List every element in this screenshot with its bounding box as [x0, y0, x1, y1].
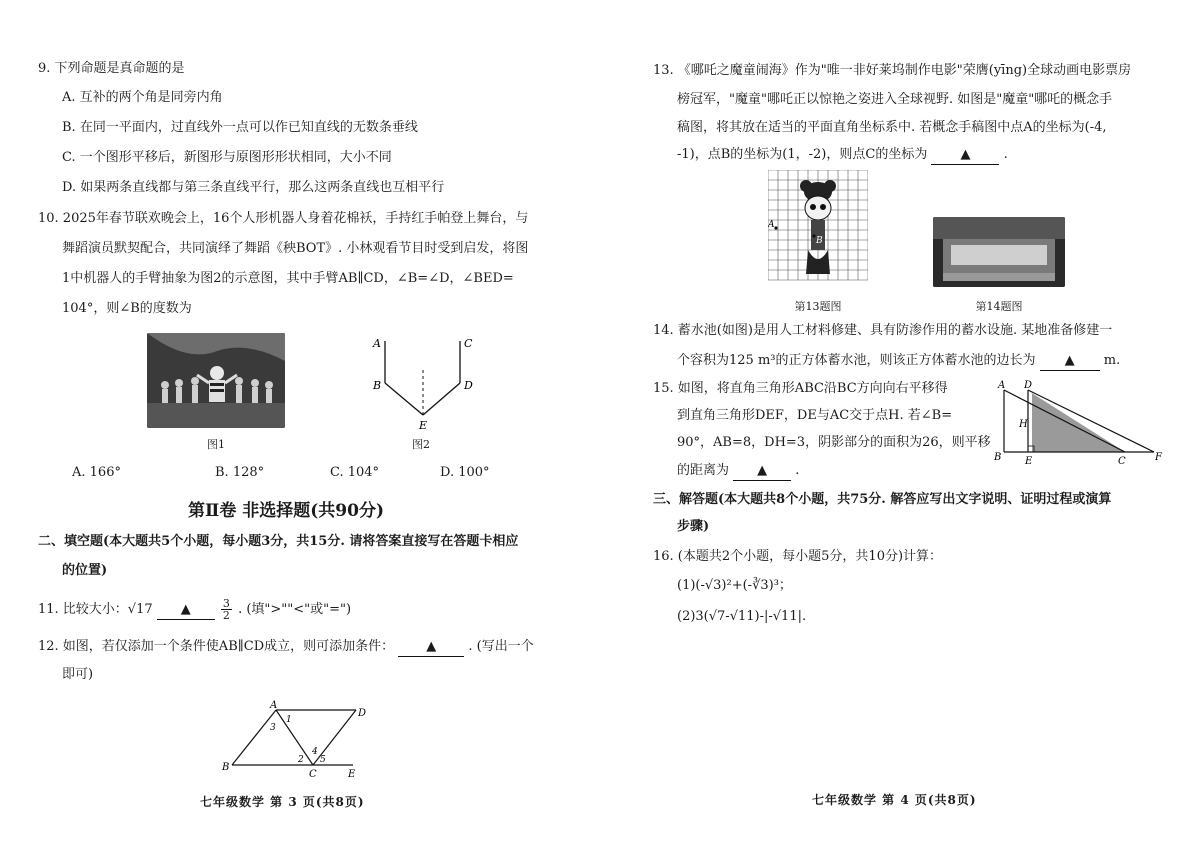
q14-line-2 [677, 352, 1120, 371]
q10-fig1-illustration [147, 333, 285, 428]
q10-fig1-caption: 图1 [207, 438, 225, 451]
q12-line-2: 即可) [62, 667, 94, 682]
q14-line-1: 14. 蓄水池(如图)是用人工材料修建、具有防渗作用的蓄水设施. 某地准备修建一 [653, 323, 1113, 338]
q11-prefix: 11. 比较大小：√17 [38, 602, 153, 617]
q12-label-b: B [222, 762, 230, 773]
right-page [600, 0, 1200, 849]
q15-label-b: B [994, 452, 1002, 463]
q11-answer-blank[interactable]: ▲ [157, 601, 215, 620]
q15-line-4 [677, 462, 799, 481]
q13-line-4-suffix: . [1003, 147, 1008, 162]
q10-line-2: 舞蹈演员默契配合，共同演绎了舞蹈《秧BOT》. 小林观看节目时受到启发，将图 [62, 241, 529, 256]
q11 [38, 598, 351, 621]
q15-line-4-prefix: 的距离为 [677, 463, 730, 478]
q14-caption: 第14题图 [975, 300, 1023, 313]
q10-line-4: 104°，则∠B的度数为 [62, 301, 192, 316]
q12-label-d: D [358, 708, 367, 719]
q11-fraction-numerator: 3 [222, 597, 230, 610]
q13-line-4-prefix: -1)，点B的坐标为(1，-2)，则点C的坐标为 [677, 147, 928, 162]
q13-line-2: 榜冠军，"魔童"哪吒正以惊艳之姿进入全球视野. 如图是"魔童"哪吒的概念手 [677, 92, 1113, 107]
q13-caption: 第13题图 [794, 300, 842, 313]
q13-line-1: 13. 《哪吒之魔童闹海》作为"唯一非好莱坞制作电影"荣膺(yīng)全球动画电影票房 [653, 63, 1132, 78]
q12-angle-5: 5 [320, 755, 326, 765]
q12-angle-3: 3 [270, 723, 276, 733]
q12-line-1-suffix: . (写出一个 [468, 639, 534, 654]
q10-fig2-label-c: C [464, 337, 473, 350]
q15-label-a: A [998, 380, 1006, 391]
q12-line-1 [38, 638, 534, 657]
q13-label-b: B [816, 236, 823, 246]
q9-option-d: D. 如果两条直线都与第三条直线平行，那么这两条直线也互相平行 [62, 180, 445, 195]
q12-label-e: E [348, 769, 356, 780]
q12-label-a: A [270, 700, 278, 711]
q15-label-c: C [1118, 456, 1126, 467]
part-3-heading-line-2: 步骤) [677, 519, 710, 534]
q16-stem: 16. (本题共2个小题，每小题5分，共10分)计算： [653, 549, 943, 564]
q12-angle-2: 2 [298, 755, 304, 765]
q10-fig2-label-d: D [464, 379, 473, 392]
q13-figure-grid [768, 170, 868, 288]
q12-angle-4: 4 [312, 747, 318, 757]
q15-line-4-suffix: . [795, 463, 800, 478]
q13-answer-blank[interactable]: ▲ [931, 146, 999, 165]
q15-label-e: E [1025, 456, 1033, 467]
q13-line-4 [677, 146, 1008, 165]
q9-option-b: B. 在同一平面内，过直线外一点可以作已知直线的无数条垂线 [62, 120, 418, 135]
q13-label-a: A [768, 220, 775, 230]
q14-illustration [933, 217, 1065, 287]
q16-sub-1: (1)(-√3)²+(-∛3)³； [677, 578, 792, 593]
q11-fraction [221, 598, 232, 621]
q10-fig2-label-a: A [373, 337, 381, 350]
q14-line-2-prefix: 个容积为125 m³的正方体蓄水池，则该正方体蓄水池的边长为 [677, 353, 1036, 368]
q12-figure [218, 698, 368, 780]
q9-option-a: A. 互补的两个角是同旁内角 [62, 90, 223, 105]
part-3-heading-line-1: 三、解答题(本大题共8个小题，共75分. 解答应写出文字说明、证明过程或演算 [653, 492, 1112, 507]
right-page-footer: 七年级数学 第 4 页(共8页) [812, 793, 977, 807]
q10-line-1: 10. 2025年春节联欢晚会上，16个人形机器人身着花棉袄，手持红手帕登上舞台，与 [38, 211, 529, 226]
q15-line-3: 90°，AB=8，DH=3，阴影部分的面积为26，则平移 [677, 435, 991, 450]
q12-line-1-prefix: 12. 如图，若仅添加一个条件使AB∥CD成立，则可添加条件： [38, 639, 395, 654]
q12-angle-1: 1 [286, 715, 292, 725]
q16-sub-2: (2)3(√7-√11)-|-√11|. [677, 609, 807, 624]
left-page-footer: 七年级数学 第 3 页(共8页) [200, 795, 365, 809]
q15-line-1: 15. 如图，将直角三角形ABC沿BC方向向右平移得 [653, 381, 948, 396]
q11-suffix: . (填">""<"或"=") [238, 602, 352, 617]
q10-fig2-label-b: B [373, 379, 382, 392]
q15-label-h: H [1019, 419, 1028, 430]
q12-label-c: C [309, 769, 317, 780]
q11-fraction-denominator: 2 [222, 609, 230, 622]
q14-line-2-suffix: m. [1103, 353, 1121, 368]
q15-figure [992, 380, 1167, 470]
q15-answer-blank[interactable]: ▲ [733, 462, 791, 481]
part-2-heading-line-1: 二、填空题(本大题共5个小题，每小题3分，共15分. 请将答案直接写在答题卡相应 [38, 534, 519, 549]
part-2-heading-line-2: 的位置) [62, 563, 108, 578]
q15-label-d: D [1024, 380, 1033, 391]
q10-fig2-caption: 图2 [412, 438, 430, 451]
q10-option-a: A. 166° [72, 465, 121, 480]
q10-fig2-label-e: E [419, 419, 428, 432]
q10-fig2-diagram [365, 333, 475, 433]
q14-answer-blank[interactable]: ▲ [1040, 352, 1100, 371]
q9-stem: 9. 下列命题是真命题的是 [38, 61, 185, 76]
section-2-title: 第Ⅱ卷 非选择题(共90分) [188, 501, 384, 521]
q10-option-b: B. 128° [215, 465, 265, 480]
q10-option-d: D. 100° [440, 465, 490, 480]
q13-line-3: 稿图，将其放在适当的平面直角坐标系中. 若概念手稿图中点A的坐标为(-4, [677, 120, 1107, 135]
q12-answer-blank[interactable]: ▲ [398, 638, 464, 657]
q10-fig1-photo [147, 333, 285, 428]
q15-line-2: 到直角三角形DEF，DE与AC交于点H. 若∠B= [677, 408, 953, 423]
q10-line-3: 1中机器人的手臂抽象为图2的示意图，其中手臂AB∥CD，∠B=∠D，∠BED= [62, 271, 514, 286]
q9-option-c: C. 一个图形平移后，新图形与原图形形状相同，大小不同 [62, 150, 392, 165]
q14-photo [933, 217, 1065, 287]
q15-label-f: F [1155, 452, 1162, 463]
q10-option-c: C. 104° [330, 465, 380, 480]
